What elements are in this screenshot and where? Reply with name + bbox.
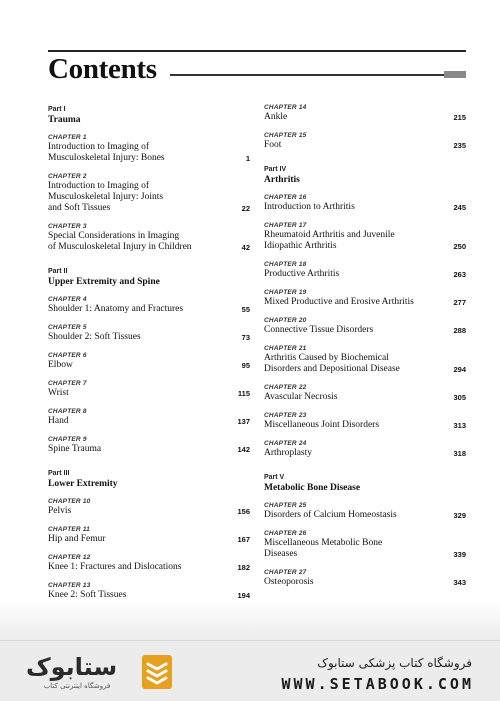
chapter-title: Miscellaneous Joint Disorders: [264, 420, 380, 430]
chapter-page-number: 73: [241, 333, 250, 342]
toc-entry[interactable]: [48, 173, 250, 214]
part-title: Metabolic Bone Disease: [264, 483, 361, 493]
toc-entry[interactable]: [48, 526, 250, 545]
chapter-title: Knee 1: Fractures and Dislocations: [48, 562, 182, 572]
toc-entry[interactable]: [48, 352, 250, 371]
chapter-label: CHAPTER 17: [264, 222, 307, 229]
chapter-page-number: 277: [453, 298, 466, 307]
chapter-page-number: 294: [453, 365, 466, 374]
chapter-label: CHAPTER 1: [48, 134, 87, 141]
part-label: Part V: [264, 474, 285, 481]
chapter-page-number: 215: [453, 113, 466, 122]
chapter-label: CHAPTER 2: [48, 173, 87, 180]
part-title: Upper Extremity and Spine: [48, 277, 160, 287]
chapter-label: CHAPTER 21: [264, 345, 307, 352]
chapter-title: Osteoporosis: [264, 577, 314, 587]
chapter-label: CHAPTER 18: [264, 261, 307, 268]
chapter-title: Spine Trauma: [48, 444, 102, 454]
chapter-page-number: 22: [241, 204, 250, 213]
part-label: Part I: [48, 106, 66, 113]
chapter-label: CHAPTER 13: [48, 582, 91, 589]
chapter-label: CHAPTER 12: [48, 554, 91, 561]
toc-entry[interactable]: [48, 408, 250, 427]
chapter-title: Introduction to Arthritis: [264, 202, 355, 212]
chapter-title: Avascular Necrosis: [264, 392, 338, 402]
toc-entry[interactable]: [48, 436, 250, 455]
chapter-title: Disorders of Calcium Homeostasis: [264, 510, 397, 520]
toc-entry[interactable]: [264, 261, 466, 280]
part-title: Trauma: [48, 115, 81, 125]
toc-entry[interactable]: [48, 498, 250, 517]
part-heading: [264, 473, 466, 494]
chapter-title: Miscellaneous Metabolic Bone Diseases: [264, 538, 383, 559]
toc-entry[interactable]: [48, 134, 250, 164]
part-spacer: [264, 468, 466, 472]
chapter-label: CHAPTER 5: [48, 324, 87, 331]
chapter-title: Introduction to Imaging of Musculoskeletal Injury: Joints and Soft Tissues: [48, 181, 164, 213]
toc-entry[interactable]: [264, 530, 466, 560]
chapter-title: Rheumatoid Arthritis and Juvenile Idiopathic Arthritis: [264, 230, 395, 251]
chapter-title: Introduction to Imaging of Musculoskeletal Injury: Bones: [48, 142, 165, 163]
toc-entry[interactable]: [48, 296, 250, 315]
toc-left-column: [48, 104, 250, 610]
chapter-label: CHAPTER 16: [264, 194, 307, 201]
toc-entry[interactable]: [264, 384, 466, 403]
toc-entry[interactable]: [48, 324, 250, 343]
chapter-page-number: 142: [237, 445, 250, 454]
footer-banner: [0, 640, 500, 701]
chapter-page-number: 318: [453, 449, 466, 458]
chapter-label: CHAPTER 4: [48, 296, 87, 303]
chapter-label: CHAPTER 9: [48, 436, 87, 443]
chapter-page-number: 42: [241, 243, 250, 252]
part-title: Arthritis: [264, 175, 300, 185]
chapter-label: CHAPTER 15: [264, 132, 307, 139]
chapter-label: CHAPTER 22: [264, 384, 307, 391]
chapter-label: CHAPTER 26: [264, 530, 307, 537]
toc-entry[interactable]: [264, 440, 466, 459]
chapter-title: Connective Tissue Disorders: [264, 325, 374, 335]
logo-text: ستابوک: [26, 653, 118, 681]
toc-entry[interactable]: [264, 104, 466, 123]
chapter-page-number: 343: [453, 578, 466, 587]
chapter-page-number: 1: [245, 154, 250, 163]
toc-entry[interactable]: [48, 380, 250, 399]
toc-entry[interactable]: [264, 317, 466, 336]
chapter-label: CHAPTER 19: [264, 289, 307, 296]
logo-tagline: فروشگاه اینترنتی کتاب: [43, 682, 111, 690]
chapter-page-number: 250: [453, 242, 466, 251]
chapter-label: CHAPTER 14: [264, 104, 307, 111]
chapter-title: Arthritis Caused by Biochemical Disorders and Depositional Disease: [264, 353, 400, 374]
chapter-page-number: 95: [241, 361, 250, 370]
toc-entry[interactable]: [48, 582, 250, 601]
chapter-page-number: 339: [453, 550, 466, 559]
stacked-books-icon: [140, 655, 174, 689]
chapter-label: CHAPTER 10: [48, 498, 91, 505]
page-title: Contents: [48, 53, 157, 85]
chapter-page-number: 194: [237, 591, 250, 600]
toc-entry[interactable]: [264, 345, 466, 375]
part-spacer: [48, 262, 250, 266]
chapter-label: CHAPTER 8: [48, 408, 87, 415]
chapter-title: Shoulder 1: Anatomy and Fractures: [48, 304, 184, 314]
chapter-page-number: 55: [241, 305, 250, 314]
footer-fade: [0, 600, 500, 640]
chapter-page-number: 182: [237, 563, 250, 572]
chapter-title: Shoulder 2: Soft Tissues: [48, 332, 141, 342]
toc-entry[interactable]: [264, 502, 466, 521]
chapter-label: CHAPTER 3: [48, 223, 87, 230]
chapter-title: Wrist: [48, 388, 69, 398]
chapter-page-number: 245: [453, 203, 466, 212]
store-name: فروشگاه کتاب پزشکی ستابوک: [317, 656, 472, 670]
chapter-page-number: 115: [237, 389, 250, 398]
chapter-page-number: 313: [453, 421, 466, 430]
chapter-label: CHAPTER 23: [264, 412, 307, 419]
part-heading: [264, 165, 466, 186]
chapter-title: Elbow: [48, 360, 73, 370]
chapter-label: CHAPTER 24: [264, 440, 307, 447]
title-accent-block: [444, 71, 466, 78]
part-heading: [48, 469, 250, 490]
chapter-page-number: 156: [237, 507, 250, 516]
chapter-title: Mixed Productive and Erosive Arthritis: [264, 297, 414, 307]
part-heading: [48, 267, 250, 288]
chapter-label: CHAPTER 27: [264, 569, 307, 576]
chapter-title: Hand: [48, 416, 69, 426]
toc-right-column: [264, 104, 466, 597]
chapter-page-number: 263: [453, 270, 466, 279]
chapter-page-number: 167: [237, 535, 250, 544]
toc-entry[interactable]: [264, 194, 466, 213]
chapter-label: CHAPTER 6: [48, 352, 87, 359]
chapter-title: Hip and Femur: [48, 534, 106, 544]
chapter-title: Ankle: [264, 112, 288, 122]
store-url-link[interactable]: WWW.SETABOOK.COM: [281, 675, 474, 693]
chapter-label: CHAPTER 20: [264, 317, 307, 324]
chapter-page-number: 305: [453, 393, 466, 402]
chapter-title: Special Considerations in Imaging of Musculoskeletal Injury in Children: [48, 231, 192, 252]
chapter-title: Productive Arthritis: [264, 269, 340, 279]
chapter-label: CHAPTER 7: [48, 380, 87, 387]
chapter-title: Pelvis: [48, 506, 72, 516]
toc-entry[interactable]: [264, 412, 466, 431]
part-spacer: [264, 160, 466, 164]
part-heading: [48, 105, 250, 126]
store-logo[interactable]: [22, 653, 172, 693]
part-label: Part IV: [264, 166, 287, 173]
chapter-page-number: 235: [453, 141, 466, 150]
toc-entry[interactable]: [264, 289, 466, 308]
toc-entry[interactable]: [264, 569, 466, 588]
part-label: Part II: [48, 268, 68, 275]
chapter-title: Foot: [264, 140, 282, 150]
title-rule: [170, 74, 444, 76]
toc-entry[interactable]: [48, 554, 250, 573]
chapter-page-number: 329: [453, 511, 466, 520]
part-spacer: [48, 464, 250, 468]
chapter-title: Arthroplasty: [264, 448, 313, 458]
chapter-label: CHAPTER 11: [48, 526, 90, 533]
chapter-title: Knee 2: Soft Tissues: [48, 590, 127, 600]
chapter-page-number: 137: [237, 417, 250, 426]
toc-entry[interactable]: [48, 223, 250, 253]
toc-entry[interactable]: [264, 132, 466, 151]
part-label: Part III: [48, 470, 70, 477]
toc-entry[interactable]: [264, 222, 466, 252]
part-title: Lower Extremity: [48, 479, 118, 489]
chapter-label: CHAPTER 25: [264, 502, 307, 509]
chapter-page-number: 288: [453, 326, 466, 335]
